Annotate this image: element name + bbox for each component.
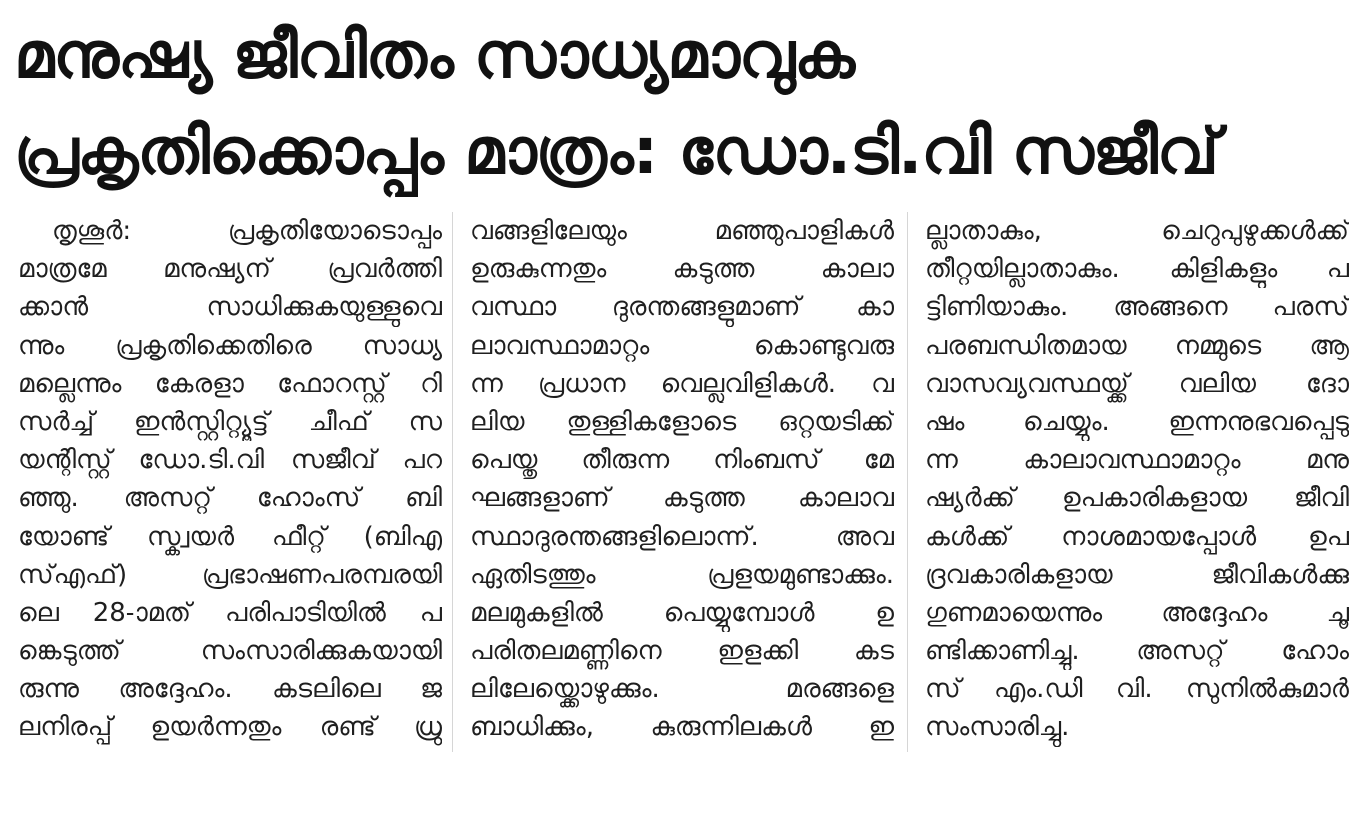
text-column-3 — [925, 212, 1349, 747]
text-line: ബാധിക്കും, കുരുന്നിലകൾ ഇ — [470, 712, 894, 743]
text-line: ന്ന പ്രധാന വെല്ലുവിളികൾ. വ — [470, 368, 894, 399]
text-column-1 — [18, 212, 442, 747]
text-line: മല്ലെന്നും കേരളാ ഫോറസ്റ്റ് റി — [18, 368, 442, 399]
text-line: രുന്നു അദ്ദേഹം. കടലിലെ ജ — [18, 674, 442, 705]
text-line: ന്ന കാലാവസ്ഥാമാറ്റം മനു — [925, 445, 1349, 476]
article-body — [0, 212, 1369, 772]
text-line: ട്ടിണിയാകും. അങ്ങനെ പരസ് — [925, 292, 1349, 323]
text-line: കൾക്ക് നാശമായപ്പോൾ ഉപ — [925, 521, 1349, 552]
text-line: പെയ്തു തീരുന്ന നിംബസ് മേ — [470, 445, 894, 476]
text-line: മാത്രമേ മനുഷ്യന് പ്രവർത്തി — [18, 254, 442, 285]
text-line: ഘങ്ങളാണ് കടുത്ത കാലാവ — [470, 483, 894, 514]
text-line: യോണ്ട് സ്ക്വയർ ഫീറ്റ് (ബിഎ — [18, 521, 442, 552]
text-line: ലിയ തുള്ളികളോടെ ഒറ്റയടിക്ക് — [470, 406, 894, 437]
headline-line-2: പ്രകൃതിക്കൊപ്പം മാത്രം: ഡോ.ടി.വി സജീവ് — [14, 115, 1218, 189]
text-line: സർച്ച് ഇൻസ്റ്റിറ്റ്യൂട്ട് ചീഫ് സ — [18, 406, 442, 437]
text-line: ദ്രവകാരികളായ ജീവികൾക്കു — [925, 559, 1349, 590]
text-line: പരബന്ധിതമായ നമ്മുടെ ആ — [925, 330, 1349, 361]
text-line: തൃശൂർ: പ്രകൃതിയോടൊപ്പം — [52, 216, 442, 246]
text-line: സ് എം.ഡി വി. സുനിൽകുമാർ — [925, 674, 1349, 705]
text-line: ല്ലാതാകും, ചെറുപുഴുക്കൾക്ക് — [925, 216, 1349, 246]
text-line: വാസവ്യവസ്ഥയ്ക്ക് വലിയ ദോ — [925, 368, 1349, 399]
text-line: ലനിരപ്പ് ഉയർന്നതും രണ്ട് ധ്രു — [18, 712, 442, 743]
text-column-2 — [470, 212, 894, 747]
headline-line-1: മനുഷ്യ ജീവിതം സാധ്യമാവുക — [14, 19, 855, 93]
text-line: ണ്ടിക്കാണിച്ചു. അസറ്റ് ഹോം — [925, 636, 1349, 667]
text-line: യന്റിസ്റ്റ് ഡോ.ടി.വി സജീവ് പറ — [18, 445, 442, 476]
text-line: മലമുകളിൽ പെയ്യുമ്പോൾ ഉ — [470, 597, 894, 628]
text-line: ഷം ചെയ്യും. ഇന്നനുഭവപ്പെടു — [925, 406, 1349, 437]
column-divider — [452, 212, 453, 752]
text-line: ലാവസ്ഥാമാറ്റം കൊണ്ടുവരു — [470, 330, 894, 361]
column-divider — [907, 212, 908, 752]
text-line: ലെ 28-ാമത് പരിപാടിയിൽ പ — [18, 597, 442, 628]
text-line: ഏതിടത്തും പ്രളയമുണ്ടാക്കും. — [470, 559, 894, 590]
text-line: ങ്കെടുത്ത് സംസാരിക്കുകയായി — [18, 636, 442, 667]
text-line: തീറ്റയില്ലാതാകും. കിളികളും പ — [925, 254, 1349, 285]
text-line: ലിലേയ്ക്കൊഴുക്കും. മരങ്ങളെ — [470, 674, 894, 705]
text-line: വങ്ങളിലേയും മഞ്ഞുപാളികൾ — [470, 216, 894, 246]
text-line: വസ്ഥാ ദുരന്തങ്ങളുമാണ് കാ — [470, 292, 894, 323]
text-line: സ്ഥാദുരന്തങ്ങളിലൊന്ന്. അവ — [470, 521, 894, 552]
text-line: ക്കാൻ സാധിക്കുകയുള്ളുവെ — [18, 292, 442, 323]
text-line: ഉരുകുന്നതും കടുത്ത കാലാ — [470, 254, 894, 285]
text-line: പരിതലമണ്ണിനെ ഇളക്കി കട — [470, 636, 894, 667]
headline — [14, 8, 1359, 200]
text-line: സംസാരിച്ചു. — [925, 712, 1070, 743]
text-line: സ്എഫ്) പ്രഭാഷണപരമ്പരയി — [18, 559, 442, 590]
text-line: ഗുണമായെന്നും അദ്ദേഹം ചൂ — [925, 597, 1349, 628]
text-line: ന്നും പ്രകൃതിക്കെതിരെ സാധ്യ — [18, 330, 442, 361]
text-line: ഷ്യർക്ക് ഉപകാരികളായ ജീവി — [925, 483, 1349, 514]
text-line: ഞ്ഞു. അസറ്റ് ഹോംസ് ബി — [18, 483, 442, 514]
